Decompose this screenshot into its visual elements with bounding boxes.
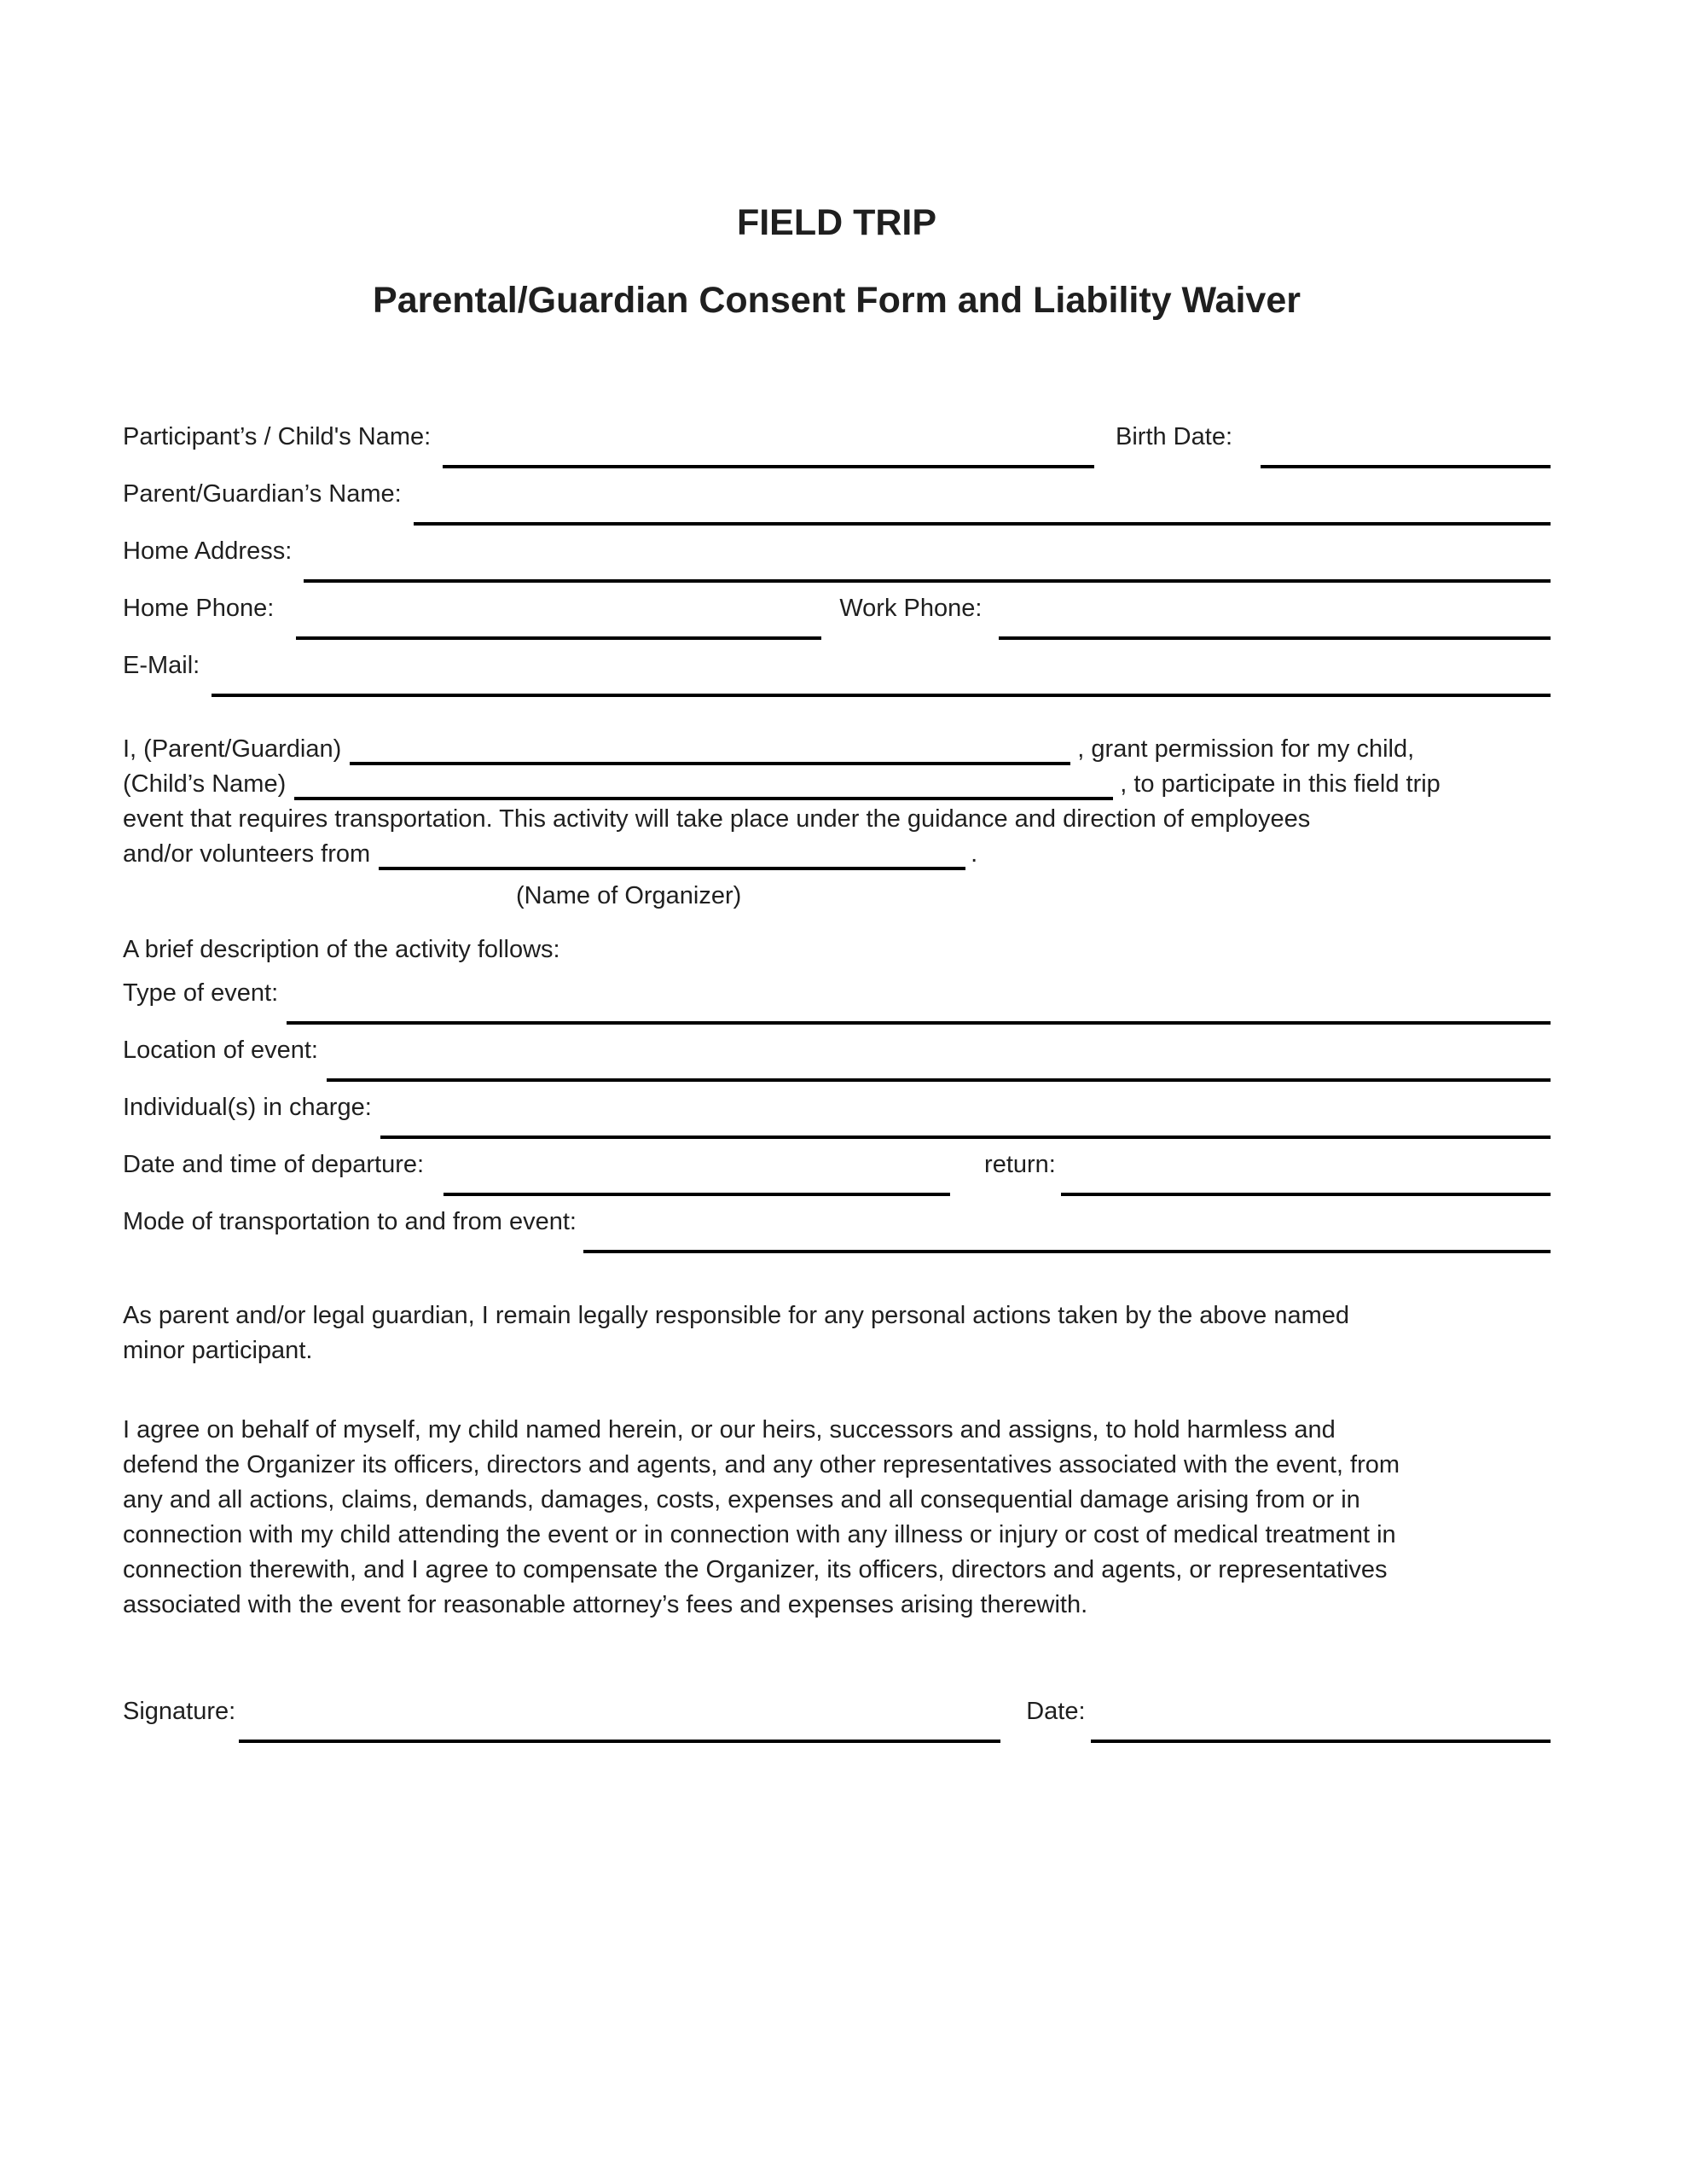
return-label: return: [984, 1151, 1056, 1178]
work-phone-input-line[interactable] [999, 626, 1551, 640]
contact-fields-section [123, 411, 1551, 697]
child-name-lead-text: (Child’s Name) [123, 770, 287, 798]
transportation-input-line[interactable] [583, 1240, 1551, 1253]
transportation-row [123, 1196, 1551, 1253]
home-address-input-line[interactable] [304, 569, 1551, 583]
parent-name-row [123, 468, 1551, 526]
email-input-line[interactable] [212, 683, 1551, 697]
signature-label: Signature: [123, 1698, 236, 1725]
liability-paragraph-2 [123, 1413, 1551, 1623]
permission-after-parent-text: , grant permission for my child, [1077, 735, 1415, 763]
permission-line-3: event that requires transportation. This activity will take place under the guidance and direction of employees [123, 805, 1311, 833]
organizer-caption: (Name of Organizer) [516, 882, 742, 909]
permission-lead-text: I, (Parent/Guardian) [123, 735, 342, 763]
parent-name-input-line[interactable] [414, 512, 1551, 526]
permission-line-4 [123, 837, 1551, 872]
type-of-event-label: Type of event: [123, 979, 279, 1007]
location-of-event-input-line[interactable] [327, 1068, 1551, 1082]
participant-name-label: Participant’s / Child's Name: [123, 423, 432, 450]
permission-after-child-text: , to participate in this field trip [1120, 770, 1441, 798]
phones-row [123, 583, 1551, 640]
departure-input-line[interactable] [443, 1182, 950, 1196]
parent-guardian-name-input-line[interactable] [350, 762, 1070, 765]
date-input-line[interactable] [1091, 1729, 1551, 1743]
work-phone-label: Work Phone: [839, 595, 983, 622]
organizer-name-input-line[interactable] [379, 867, 965, 870]
departure-return-row [123, 1139, 1551, 1196]
liability-p2-line-5: connection therewith, and I agree to compensate the Organizer, its officers, directors and agents, or representatives [123, 1556, 1388, 1583]
permission-line-2 [123, 767, 1551, 802]
signature-input-line[interactable] [239, 1729, 1000, 1743]
transportation-label: Mode of transportation to and from event: [123, 1208, 577, 1235]
participant-name-input-line[interactable] [443, 455, 1094, 468]
date-label: Date: [1026, 1698, 1086, 1725]
home-phone-label: Home Phone: [123, 595, 275, 622]
individuals-in-charge-label: Individual(s) in charge: [123, 1094, 372, 1121]
birth-date-label: Birth Date: [1116, 423, 1232, 450]
permission-line-1 [123, 732, 1551, 767]
activity-fields-section [123, 967, 1551, 1253]
email-row [123, 640, 1551, 697]
liability-p2-line-2: defend the Organizer its officers, directors and agents, and any other representatives associated with the event, from [123, 1451, 1400, 1478]
home-phone-input-line[interactable] [296, 626, 821, 640]
email-label: E-Mail: [123, 652, 200, 679]
form-title: FIELD TRIP [736, 202, 937, 243]
liability-p2-line-1: I agree on behalf of myself, my child named herein, or our heirs, successors and assigns, to hold harmless and [123, 1416, 1336, 1443]
signature-row [123, 1686, 1551, 1743]
birth-date-input-line[interactable] [1261, 455, 1551, 468]
permission-statement [123, 732, 1551, 914]
child-name-input-line[interactable] [294, 797, 1113, 800]
departure-label: Date and time of departure: [123, 1151, 425, 1178]
organizer-lead-text: and/or volunteers from [123, 840, 371, 868]
liability-p1-line-1: As parent and/or legal guardian, I remain legally responsible for any personal actions taken by the above named [123, 1302, 1349, 1329]
location-of-event-label: Location of event: [123, 1037, 318, 1064]
liability-paragraph-1 [123, 1298, 1551, 1368]
permission-period-text: . [971, 840, 978, 868]
liability-p1-line-2: minor participant. [123, 1337, 313, 1364]
participant-name-row [123, 411, 1551, 468]
home-address-row [123, 526, 1551, 583]
location-of-event-row [123, 1025, 1551, 1082]
type-of-event-row [123, 967, 1551, 1025]
liability-p2-line-4: connection with my child attending the event or in connection with any illness or injury or cost of medical treatment in [123, 1521, 1396, 1548]
parent-name-label: Parent/Guardian’s Name: [123, 480, 402, 508]
activity-heading: A brief description of the activity follows: [123, 936, 560, 963]
form-subtitle: Parental/Guardian Consent Form and Liability Waiver [373, 280, 1301, 321]
return-input-line[interactable] [1061, 1182, 1551, 1196]
individuals-in-charge-row [123, 1082, 1551, 1139]
type-of-event-input-line[interactable] [287, 1011, 1551, 1025]
liability-p2-line-3: any and all actions, claims, demands, damages, costs, expenses and all consequential damage arising from or in [123, 1486, 1360, 1513]
home-address-label: Home Address: [123, 537, 293, 565]
individuals-in-charge-input-line[interactable] [380, 1125, 1551, 1139]
liability-p2-line-6: associated with the event for reasonable attorney’s fees and expenses arising therewith. [123, 1591, 1088, 1618]
